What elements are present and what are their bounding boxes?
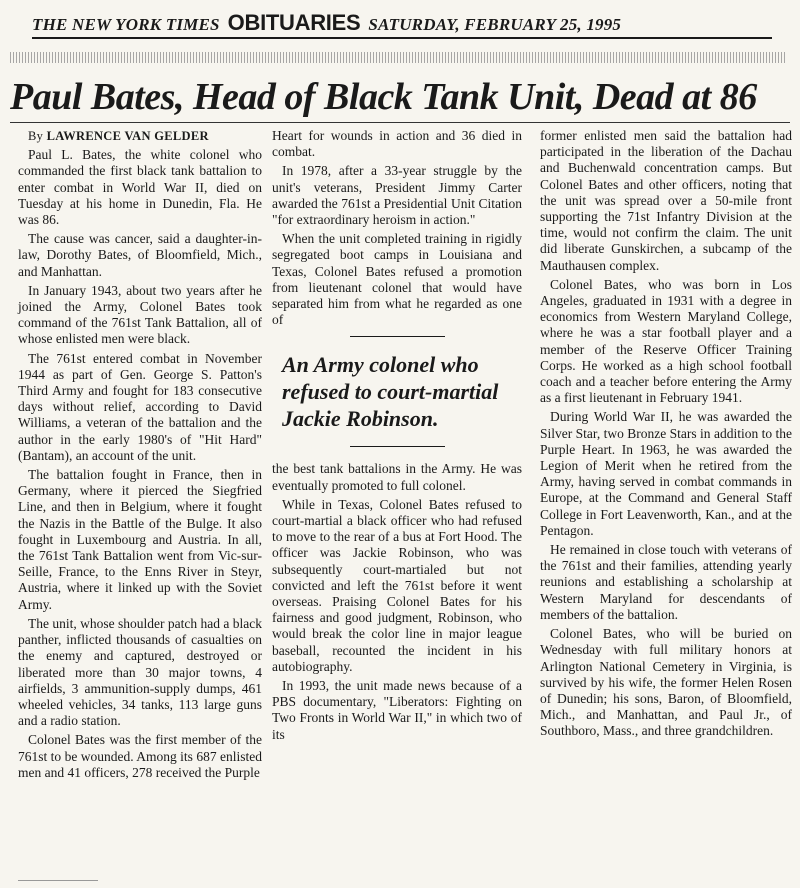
paragraph: In January 1943, about two years after he joined the Army, Colonel Bates took command of the 761st Tank Battalion, all of whose enlisted men were black. bbox=[18, 282, 262, 347]
paragraph: He remained in close touch with veterans of the 761st and their families, attending yearly reunions and establishing a scholarship at Western Maryland for descendants of members of the battalion. bbox=[540, 542, 792, 622]
column-2-continued bbox=[272, 461, 522, 742]
bottom-rule bbox=[18, 880, 98, 881]
paragraph: When the unit completed training in rigidly segregated boot camps in Louisiana and Texas, Colonel Bates refused a promotion from lieutenant colonel that would have separated him from what he regarded as one of bbox=[272, 231, 522, 328]
paragraph: former enlisted men said the battalion had participated in the liberation of the Dachau and Buchenwald concentration camps. But Colonel Bates and other officers, noting that the unit was spread over a 50-mile front supporting the 71st Infantry Division at the time, would not confirm the claim. The unit did liberate Gunskirchen, a subcamp of the Mauthausen complex. bbox=[540, 128, 792, 273]
paragraph: Colonel Bates, who will be buried on Wednesday with full military honors at Arlington National Cemetery in Virginia, is survived by his wife, the former Helen Rosen of Dunedin; his sons, Baron, of Bloomfield, Mich., and Manhattan, and Paul Jr., of Southboro, Mass., and three grandchildren. bbox=[540, 626, 792, 739]
paragraph: Colonel Bates was the first member of the 761st to be wounded. Among its 687 enlisted men and 41 officers, 278 received the Purple bbox=[18, 732, 262, 780]
masthead-paper-name: THE NEW YORK TIMES bbox=[32, 15, 220, 34]
paragraph: The 761st entered combat in November 1944 as part of Gen. George S. Patton's Third Army and fought for 183 consecutive days without relief, according to David Williams, a veteran of the battalion and the author in the early 1980's of "Hit Hard" (Bantam), an account of the unit. bbox=[18, 350, 262, 463]
headline: Paul Bates, Head of Black Tank Unit, Dead at 86 bbox=[10, 76, 757, 118]
paragraph: The cause was cancer, said a daughter-in-law, Dorothy Bates, of Bloomfield, Mich., and Manhattan. bbox=[18, 231, 262, 279]
column-1 bbox=[18, 128, 262, 784]
byline-prefix: By bbox=[28, 129, 44, 143]
byline-author: LAWRENCE VAN GELDER bbox=[46, 129, 209, 143]
pull-quote-rule-top bbox=[350, 336, 445, 337]
decorative-hatch-band bbox=[10, 52, 785, 63]
paragraph: The unit, whose shoulder patch had a black panther, inflicted thousands of casualties on the enemy and captured, destroyed or liberated more than 30 major towns, 4 airfields, 3 ammunition-supply dumps, 461 wheeled vehicles, 34 tanks, 113 large guns and a radio station. bbox=[18, 615, 262, 729]
column-3 bbox=[540, 128, 792, 743]
paragraph: In 1978, after a 33-year struggle by the unit's veterans, President Jimmy Carter awarded the 761st a Presidential Unit Citation "for extraordinary heroism in action." bbox=[272, 163, 522, 228]
masthead-rule bbox=[32, 37, 772, 39]
pull-quote-rule-bottom bbox=[350, 446, 445, 447]
pull-quote: An Army colonel who refused to court-martial Jackie Robinson. bbox=[282, 352, 499, 432]
paragraph: Heart for wounds in action and 36 died in combat. bbox=[272, 128, 522, 160]
byline bbox=[18, 128, 262, 144]
paragraph: During World War II, he was awarded the Silver Star, two Bronze Stars in addition to the Purple Heart. In 1963, he was awarded the Legion of Merit when he retired from the Army, having served in combat commands in Europe, at the Command and General Staff College in Fort Leavenworth, Kan., and at the Pentagon. bbox=[540, 409, 792, 538]
paragraph: In 1993, the unit made news because of a PBS documentary, "Liberators: Fighting on Two Fronts in World War II," in which two of its bbox=[272, 678, 522, 742]
paragraph: the best tank battalions in the Army. He was eventually promoted to full colonel. bbox=[272, 461, 522, 493]
paragraph: Paul L. Bates, the white colonel who commanded the first black tank battalion to enter combat in World War II, died on Tuesday at his home in Dunedin, Fla. He was 86. bbox=[18, 147, 262, 228]
masthead bbox=[32, 10, 772, 36]
paragraph: The battalion fought in France, then in Germany, where it pierced the Siegfried Line, and then in Belgium, where it fought the Nazis in the Battle of the Bulge. It also fought in Luxembourg and Austria. In all, the 761st Tank Battalion went from Vic-sur-Seille, France, to the Enns River in Steyr, Austria, where it linked up with the Soviet Army. bbox=[18, 467, 262, 612]
headline-rule bbox=[10, 122, 790, 123]
masthead-date: SATURDAY, FEBRUARY 25, 1995 bbox=[368, 15, 622, 34]
paragraph: While in Texas, Colonel Bates refused to court-martial a black officer who had refused to move to the rear of a bus at Fort Hood. The officer was Jackie Robinson, who was subsequently court-martialed but not convicted and left the 761st before it went overseas. Praising Colonel Bates for his fairness and good judgment, Robinson, who would break the color line in major league baseball, recounted the incident in his autobiography. bbox=[272, 496, 522, 674]
paragraph: Colonel Bates, who was born in Los Angeles, graduated in 1931 with a degree in economics from Western Maryland College, where he was a star football player and a member of the Reserve Officer Training Corps. He worked as a high school football coach and a teacher before entering the Army as a first lieutenant in February 1941. bbox=[540, 276, 792, 406]
column-2 bbox=[272, 128, 522, 746]
masthead-section: OBITUARIES bbox=[227, 10, 361, 35]
